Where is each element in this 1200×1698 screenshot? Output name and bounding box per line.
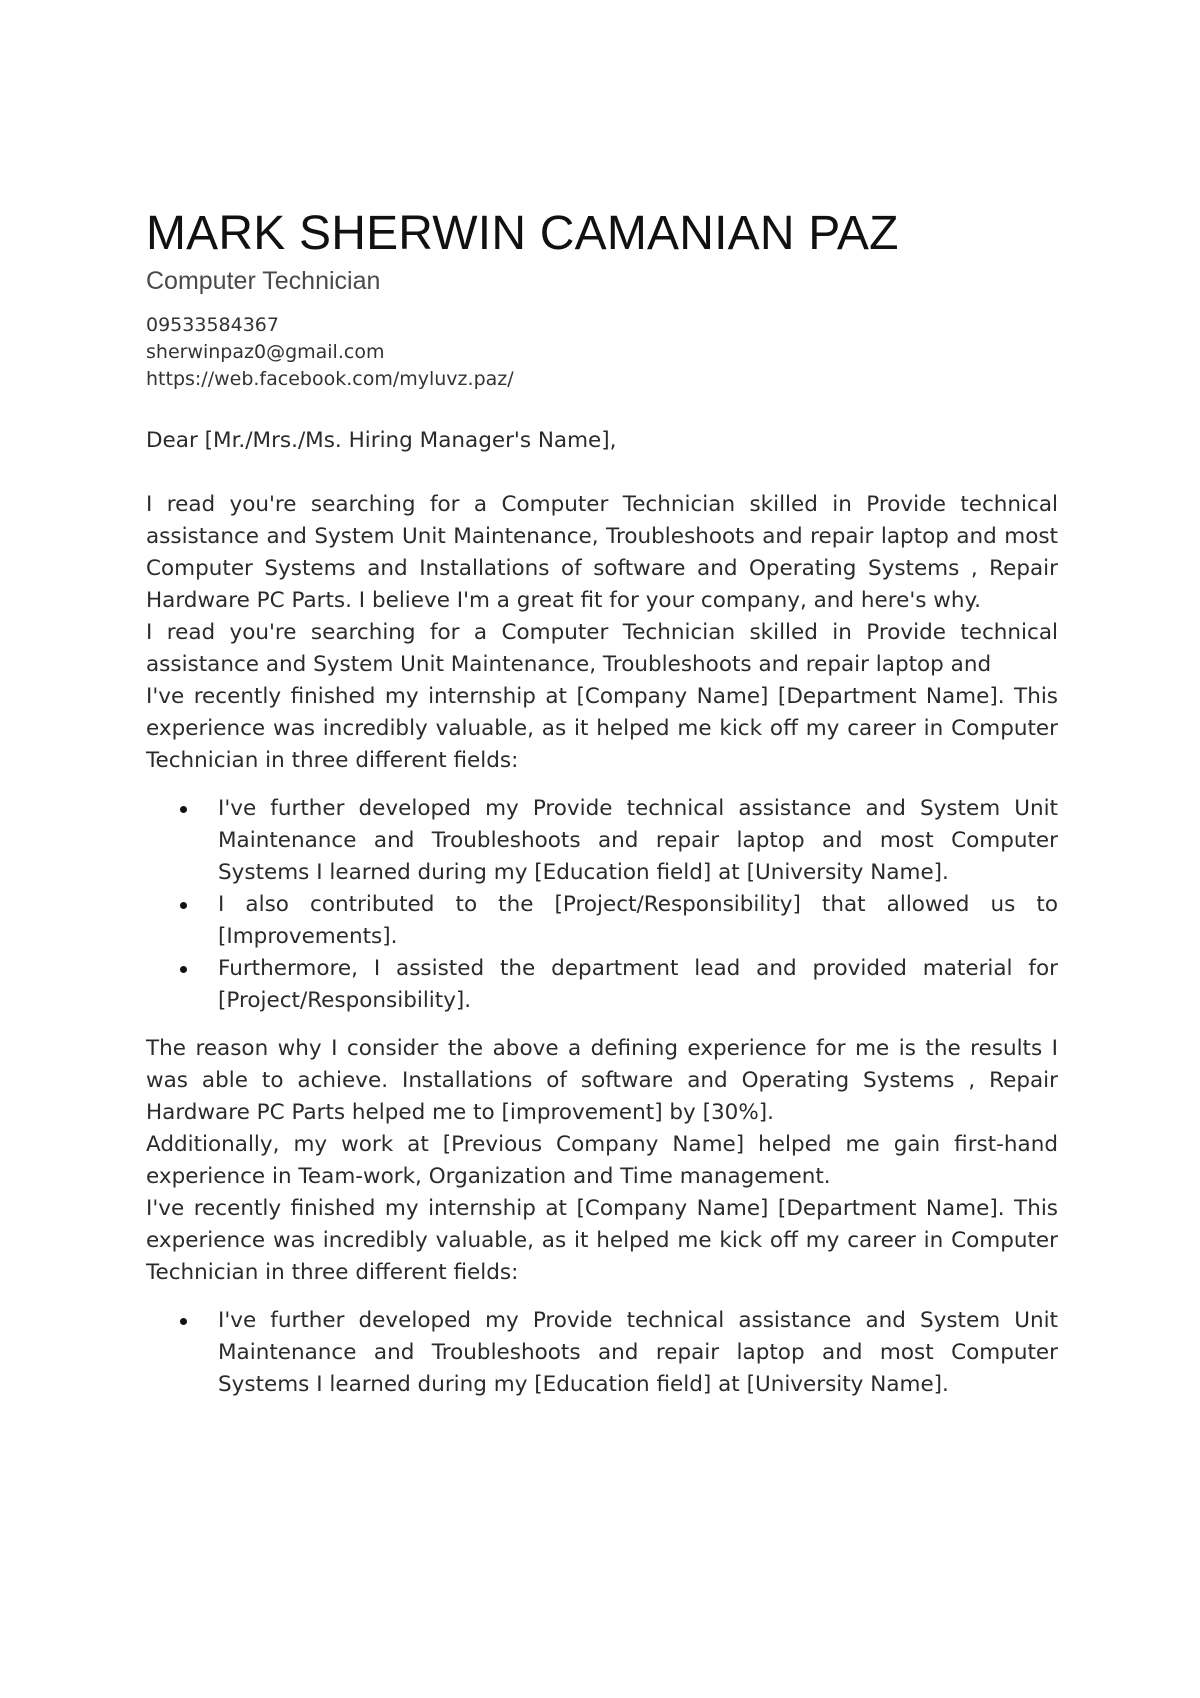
bullet-icon	[180, 902, 187, 909]
list-item	[218, 889, 1058, 953]
list-item	[218, 1305, 1058, 1401]
paragraph: The reason why I consider the above a defining experience for me is the results I was able to achieve. Installations of software and Operating Systems , Repair Hardware PC Parts helped me to [improvement] by [30%].	[146, 1036, 1058, 1125]
list-item-text: I've further developed my Provide technical assistance and System Unit Maintenance and Troubleshoots and repair laptop and most Computer Systems I learned during my [Education field] at [University Name].	[218, 1308, 1058, 1397]
list-item-text: I've further developed my Provide technical assistance and System Unit Maintenance and Troubleshoots and repair laptop and most Computer Systems I learned during my [Education field] at [University Name].	[218, 796, 1058, 885]
phone-number: 09533584367	[146, 314, 279, 336]
paragraph: I read you're searching for a Computer Technician skilled in Provide technical assistance and System Unit Maintenance, Troubleshoots and repair laptop and most Computer Systems and Installations of software and Operating Systems , Repair Hardware PC Parts. I believe I'm a great fit for your company, and here's why.	[146, 492, 1058, 613]
email-address: sherwinpaz0@gmail.com	[146, 341, 385, 363]
website-link: https://web.facebook.com/myluvz.paz/	[146, 368, 514, 390]
paragraph: I've recently finished my internship at [Company Name] [Department Name]. This experience was incredibly valuable, as it helped me kick off my career in Computer Technician in three different fields:	[146, 1196, 1058, 1285]
bullet-icon	[180, 966, 187, 973]
list-item	[218, 953, 1058, 1017]
bullet-icon	[180, 1318, 187, 1325]
bullet-list	[146, 1305, 1058, 1401]
contact-block	[146, 312, 1058, 393]
bullet-list	[146, 793, 1058, 1017]
list-item	[218, 793, 1058, 889]
applicant-role: Computer Technician	[146, 267, 381, 295]
paragraph: I read you're searching for a Computer Technician skilled in Provide technical assistance and System Unit Maintenance, Troubleshoots and repair laptop and	[146, 620, 1058, 677]
letter-body	[146, 425, 1058, 1401]
bullet-icon	[180, 806, 187, 813]
document-page	[146, 205, 1058, 1417]
list-item-text: I also contributed to the [Project/Responsibility] that allowed us to [Improvements].	[218, 892, 1058, 949]
list-item-text: Furthermore, I assisted the department lead and provided material for [Project/Responsibility].	[218, 956, 1058, 1013]
paragraph: Additionally, my work at [Previous Company Name] helped me gain first-hand experience in Team-work, Organization and Time management.	[146, 1132, 1058, 1189]
salutation: Dear [Mr./Mrs./Ms. Hiring Manager's Name],	[146, 428, 617, 453]
applicant-name: MARK SHERWIN CAMANIAN PAZ	[146, 207, 899, 260]
paragraph: I've recently finished my internship at [Company Name] [Department Name]. This experience was incredibly valuable, as it helped me kick off my career in Computer Technician in three different fields:	[146, 684, 1058, 773]
